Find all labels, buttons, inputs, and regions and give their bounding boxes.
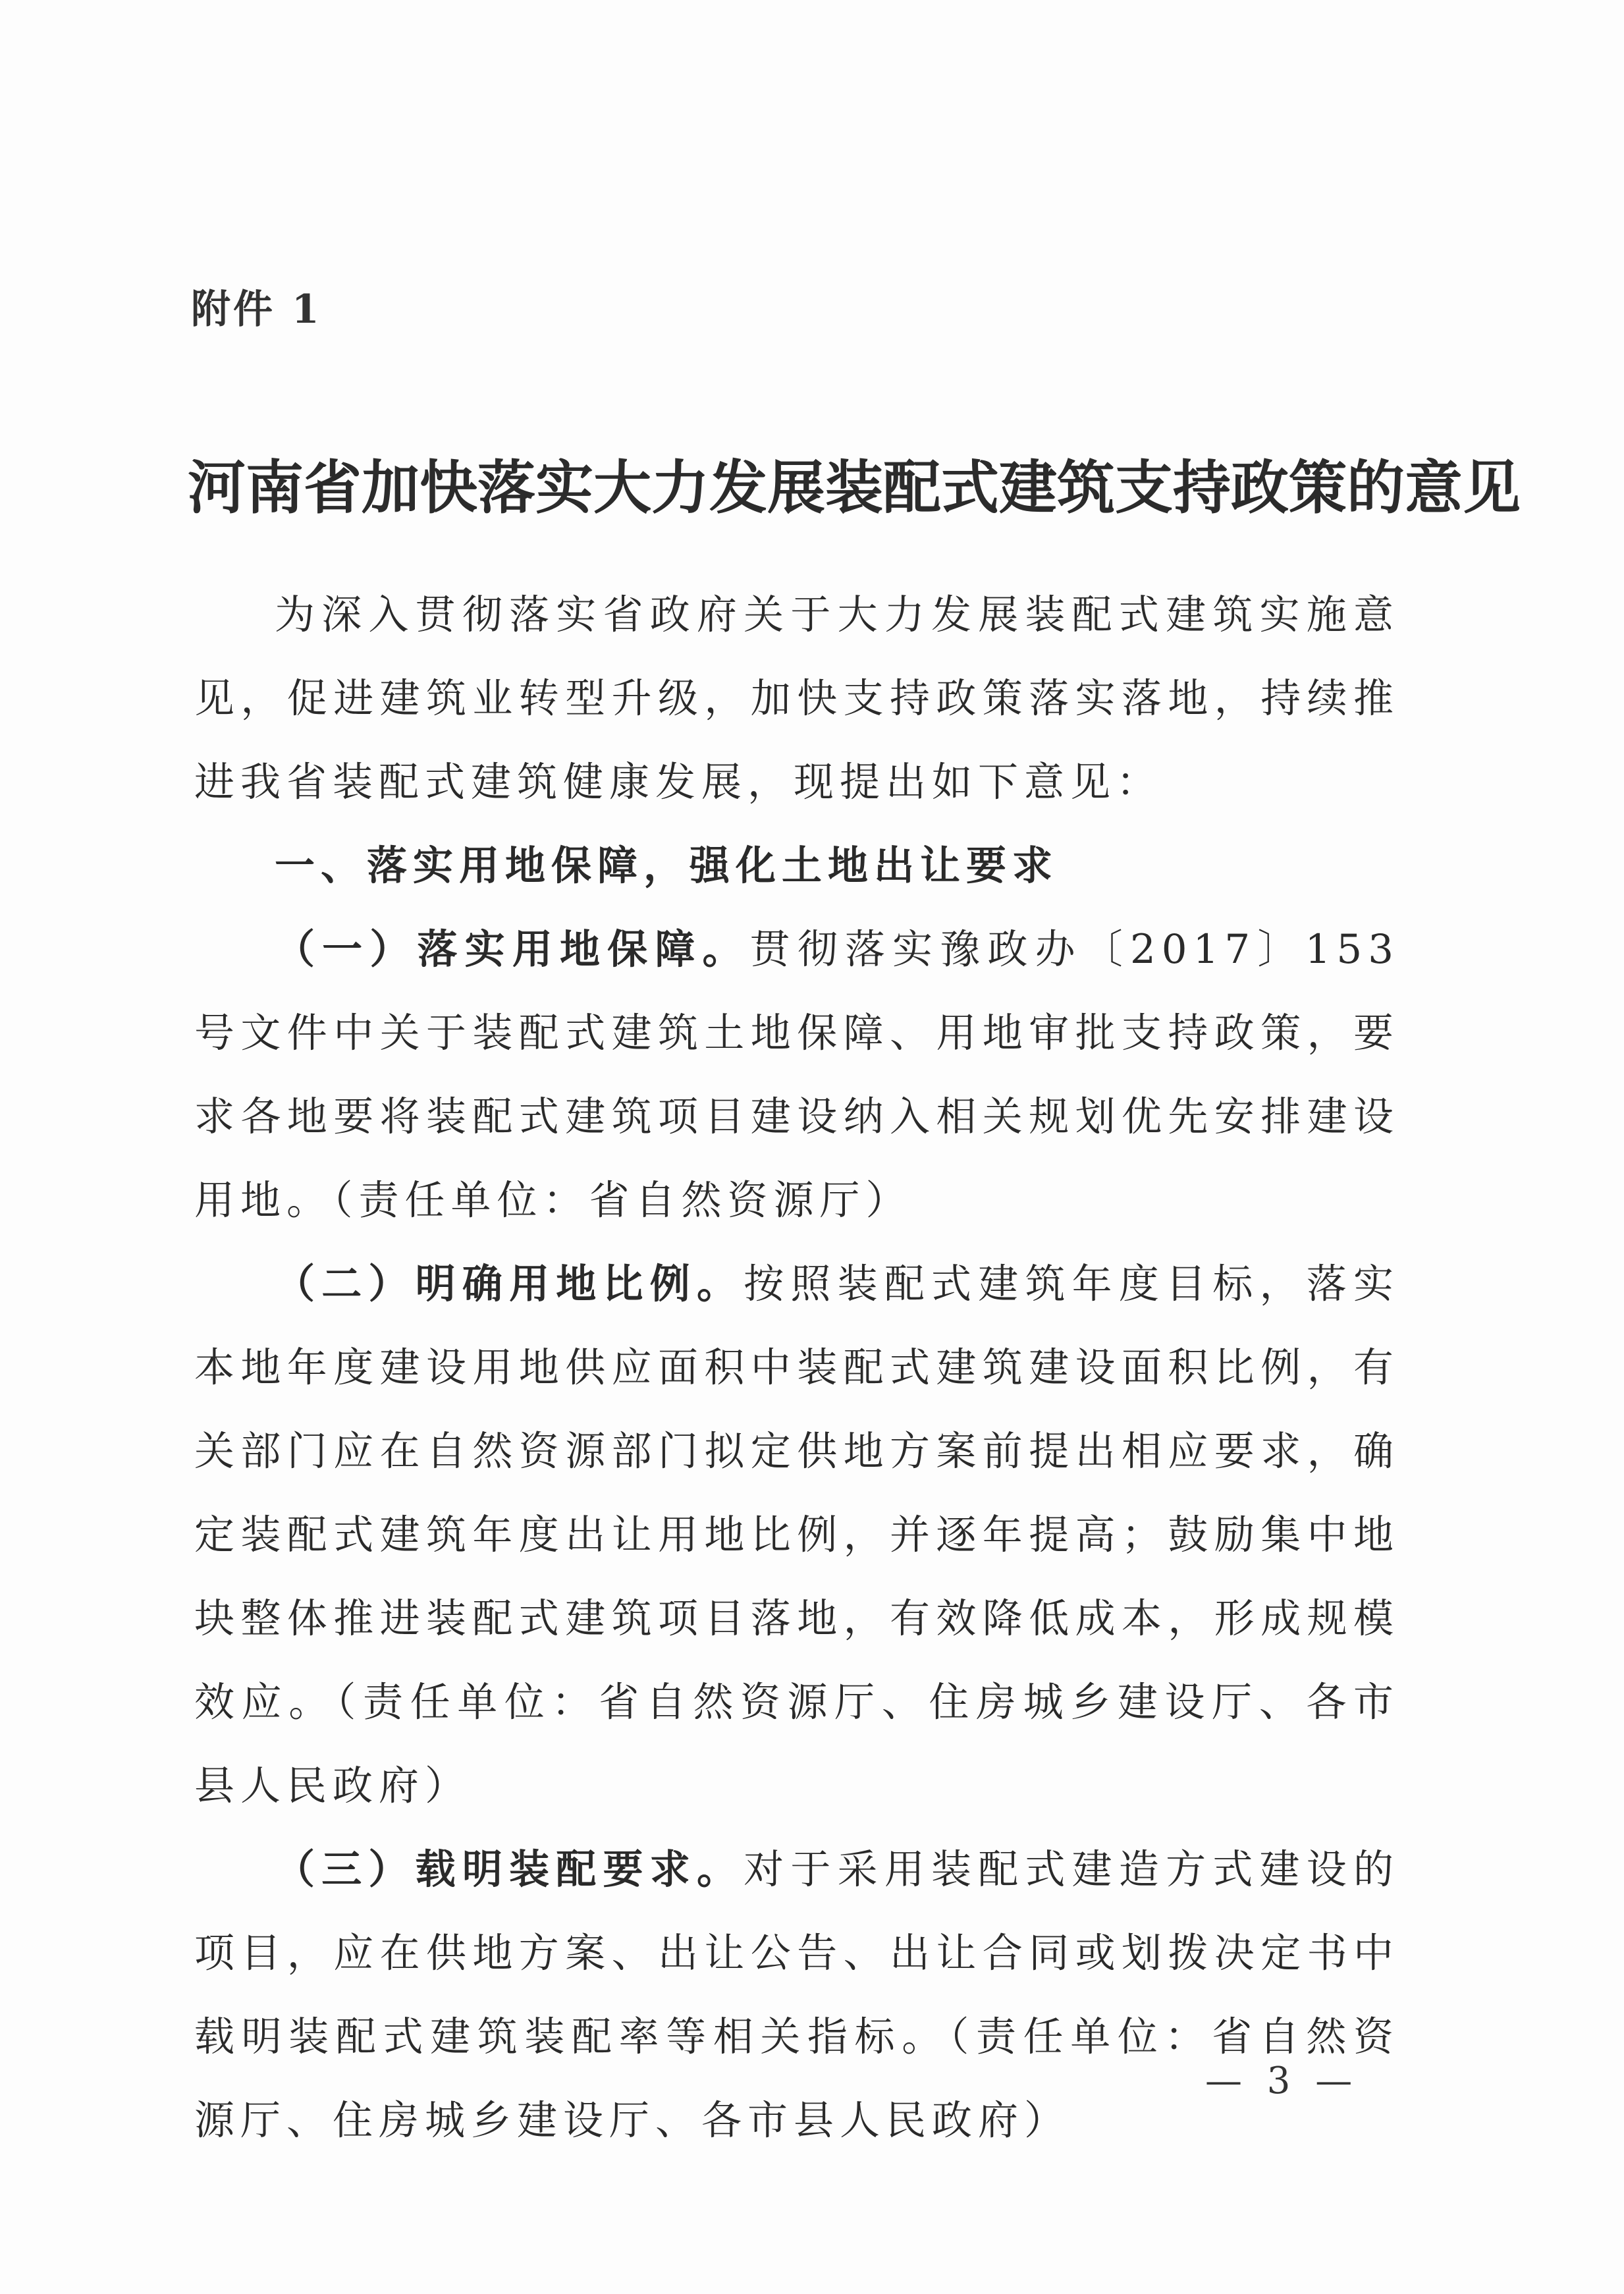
attachment-label: 附件 1: [191, 287, 322, 333]
item-2-text: 按照装配式建筑年度目标，落实本地年度建设用地供应面积中装配式建筑建设面积比例，有关部门应在自然资源部门拟定供地方案前提出相应要求，确定装配式建筑年度出让用地比例，并逐年提高；鼓励集中地块整体推进装配式建筑项目落地，有效降低成本，形成规模效应。（责任单位：省自然资源厅、住房城乡建设厅、各市县人民政府）: [194, 1261, 1399, 1809]
item-1-lead: （一）落实用地保障。: [275, 926, 750, 973]
section-heading-1: 一、落实用地保障，强化土地出让要求: [275, 842, 1059, 889]
item-3-lead: （三）载明装配要求。: [275, 1846, 744, 1893]
item-3-text: 对于采用装配式建造方式建设的项目，应在供地方案、出让公告、出让合同或划拨决定书中载明装配式建筑装配率等相关指标。（责任单位：省自然资源厅、住房城乡建设厅、各市县人民政府）: [194, 1846, 1399, 2144]
item-paragraph-3: [194, 1828, 1399, 2162]
item-paragraph-1: [194, 908, 1399, 1242]
item-1-text: 贯彻落实豫政办〔2017〕153 号文件中关于装配式建筑土地保障、用地审批支持政策，要求各地要将装配式建筑项目建设纳入相关规划优先安排建设用地。（责任单位：省自然资源厅）: [194, 926, 1399, 1224]
item-paragraph-2: [194, 1242, 1399, 1828]
item-2-lead: （二）明确用地比例。: [275, 1261, 744, 1307]
document-body: [194, 573, 1399, 2162]
page-number: — 3 —: [1205, 2060, 1359, 2102]
intro-paragraph: 为深入贯彻落实省政府关于大力发展装配式建筑实施意见，促进建筑业转型升级，加快支持政策落实落地，持续推进我省装配式建筑健康发展，现提出如下意见：: [194, 591, 1399, 806]
document-title: 河南省加快落实大力发展装配式建筑支持政策的意见: [188, 453, 1521, 522]
